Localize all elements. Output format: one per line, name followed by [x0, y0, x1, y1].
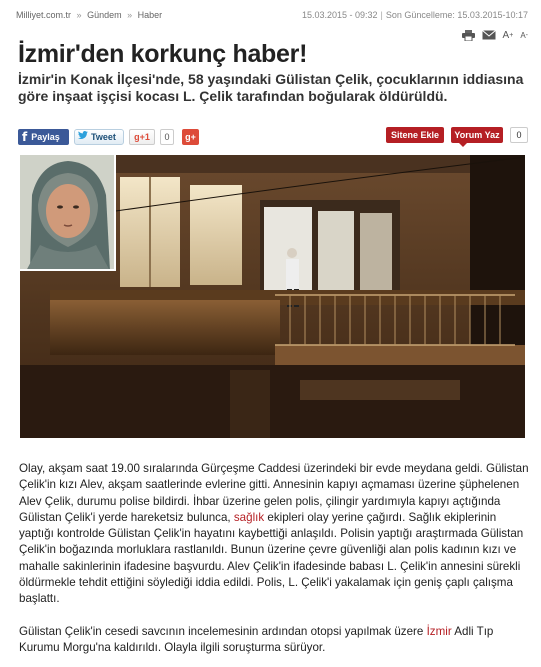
saglik-tag-link[interactable]: sağlık	[233, 510, 265, 524]
article-paragraph: Olay, akşam saat 19.00 sıralarında Gürçeşme Caddesi üzerindeki bir evde meydana geldi. Gülistan Çelik'in kızı Alev, akşam saatlerinde evlerine gitti. Annesinin kapıyı açmaması üzerine şüphelenen Alev Çelik, durumu polise bildirdi. İhbar üzerine gelen polis, çilingir yardımıyla kapıyı açtığında Gülistan Çelik'i yerde hareketsiz bulunca, sağlık ekipleri olay yerine çağırdı. Sağlık ekiplerinin yaptığı kontrolde Gülistan Çelik'in hayatını kaybettiği anlaşıldı. Polisin yaptığı araştırmada Gülistan Çelik'in boğazında morluklara rastlanıldı. Bunun üzerine çevre güvenliği alan polis kadının kızı ve mahalle sakinlerinin ifadesine başvurdu. Alev Çelik'in ifadesinde babası L. Çelik'in annesini sürekli öldürmekle tehdit ettiğini söylediği iddia edildi. Polis, L. Çelik'i yakalamak için geniş çaplı çalışma başlattı.	[19, 462, 529, 606]
twitter-bird-icon	[78, 131, 88, 142]
date-divider: |	[380, 10, 383, 20]
breadcrumb-separator: »	[76, 10, 82, 20]
breadcrumb-site[interactable]: Milliyet.com.tr	[16, 10, 72, 20]
breadcrumb-section[interactable]: Gündem	[87, 10, 122, 20]
envelope-icon[interactable]	[482, 29, 496, 41]
facebook-share-label: Paylaş	[31, 131, 60, 142]
article-paragraph: Gülistan Çelik'in cesedi savcının incelemesinin ardından otopsi yapılmak üzere İzmir Adli Tıp Kurumu Morgu'na kaldırıldı. Olayla ilgili soruşturma sürüyor.	[19, 624, 494, 654]
victim-portrait-image	[20, 155, 116, 271]
font-decrease-button[interactable]: A -	[520, 30, 528, 40]
top-bar	[16, 10, 528, 26]
google-plus-share-button[interactable]: g+	[182, 129, 199, 145]
google-plus-one-button[interactable]: g+1	[129, 129, 155, 145]
write-comment-button[interactable]: Yorum Yaz	[451, 127, 503, 143]
font-increase-button[interactable]: A +	[502, 29, 514, 41]
published-date: 15.03.2015 - 09:32	[301, 10, 378, 20]
article-dates	[302, 10, 528, 20]
article-title: İzmir'den korkunç haber!	[18, 40, 308, 68]
breadcrumb	[16, 10, 165, 20]
add-to-site-button[interactable]: Sitene Ekle	[386, 127, 444, 143]
facebook-icon: f	[22, 129, 28, 144]
izmir-tag-link[interactable]: İzmir	[426, 624, 452, 638]
twitter-tweet-label: Tweet	[91, 131, 116, 142]
updated-date: 15.03.2015-10:17	[457, 10, 528, 20]
updated-label: Son Güncelleme:	[385, 10, 455, 20]
article-body	[19, 461, 529, 667]
article-spot: İzmir'in Konak İlçesi'nde, 58 yaşındaki Gülistan Çelik, çocuklarının iddiasına göre inşaat işçisi kocası L. Çelik tarafından boğularak öldürüldü.	[18, 71, 524, 104]
facebook-share-button[interactable]	[18, 129, 69, 145]
google-plus-count: 0	[160, 129, 174, 145]
article-tools	[462, 28, 528, 42]
twitter-tweet-button[interactable]	[74, 129, 124, 145]
article-actions	[386, 127, 528, 143]
share-bar	[18, 128, 199, 145]
comment-count: 0	[510, 127, 528, 143]
breadcrumb-separator: »	[127, 10, 133, 20]
printer-icon[interactable]	[462, 29, 475, 41]
breadcrumb-subsection[interactable]: Haber	[137, 10, 163, 20]
